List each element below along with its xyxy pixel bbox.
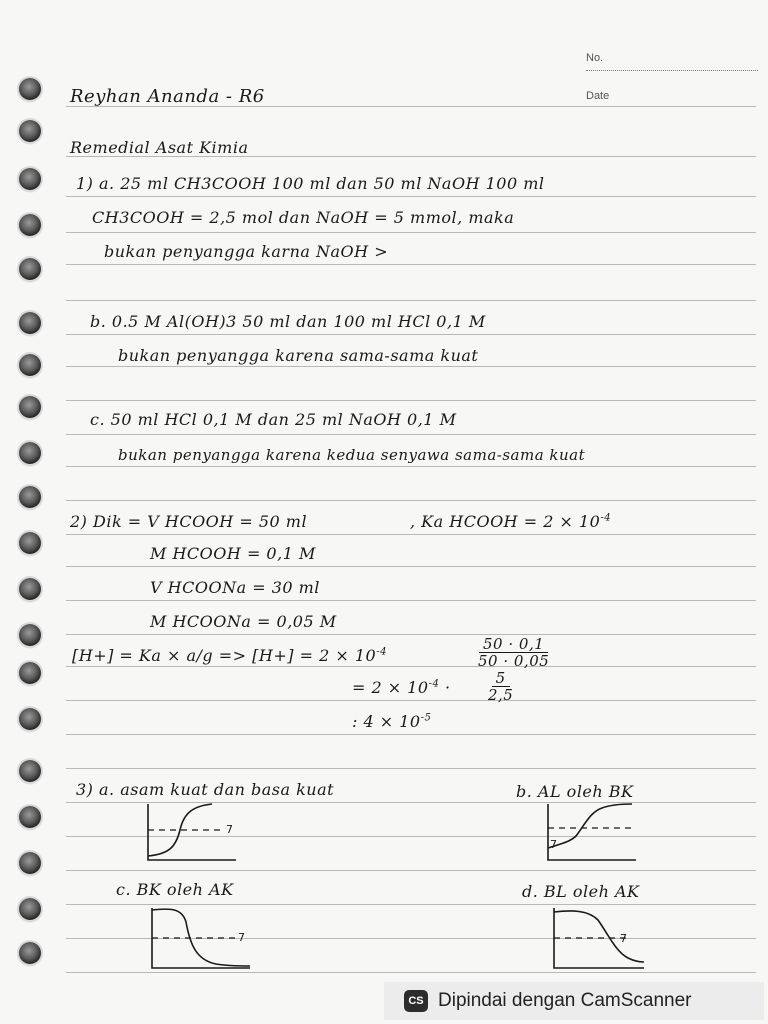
q3a-label: 3) a. asam kuat dan basa kuat	[76, 780, 335, 799]
assignment-title: Remedial Asat Kimia	[70, 138, 249, 157]
rule-line	[66, 534, 756, 535]
rule-line	[66, 700, 756, 701]
binding-ring	[19, 120, 41, 142]
rule-line	[66, 500, 756, 501]
sketch-axes	[548, 804, 636, 860]
binding-ring	[19, 168, 41, 190]
binding-ring	[19, 806, 41, 828]
q2-ka: , Ka HCOOH = $2 \times 10^{-4}$	[410, 512, 612, 531]
q2-fraction-1: 50 · 0,1 50 · 0,05	[478, 635, 550, 670]
sketch-weak-base-weak-acid	[548, 904, 648, 972]
q2-molarity-acid: M HCOOH = 0,1 M	[150, 544, 316, 563]
binding-ring	[19, 354, 41, 376]
binding-ring	[19, 708, 41, 730]
binding-ring	[19, 214, 41, 236]
rule-line	[66, 366, 756, 367]
q1c-line-1: c. 50 ml HCl 0,1 M dan 25 ml NaOH 0,1 M	[90, 410, 457, 429]
q2-formula: $[H+] = Ka \times a/g => [H+] = 2 \times 10^{-4}$	[72, 646, 387, 665]
q2-molarity-salt: M HCOONa = 0,05 M	[150, 612, 337, 631]
rule-line	[66, 768, 756, 769]
q2-volume-salt: V HCOONa = 30 ml	[150, 578, 320, 597]
q2-result: : $4 \times 10^{-5}$	[352, 712, 432, 731]
q3c-label: c. BK oleh AK	[116, 880, 234, 899]
sketch-mark: 7	[620, 932, 627, 945]
sketch-curve	[548, 804, 632, 848]
camscanner-logo: CS	[404, 990, 428, 1012]
sketch-strong-acid-strong-base	[140, 800, 240, 868]
binding-ring	[19, 312, 41, 334]
q3b-label: b. AL oleh BK	[516, 782, 634, 801]
no-field-line	[586, 70, 758, 71]
binding-ring	[19, 258, 41, 280]
rule-line	[66, 566, 756, 567]
watermark-text: Dipindai dengan CamScanner	[438, 990, 692, 1011]
sketch-axes	[148, 804, 236, 860]
rule-line	[66, 972, 756, 973]
binding-ring	[19, 532, 41, 554]
rule-line	[66, 666, 756, 667]
q1a-line-2: CH3COOH = 2,5 mol dan NaOH = 5 mmol, maka	[92, 208, 515, 227]
q1a-line-1: 1) a. 25 ml CH3COOH 100 ml dan 50 ml NaOH 100 ml	[76, 174, 545, 193]
date-label: Date	[586, 90, 610, 102]
binding-ring	[19, 578, 41, 600]
binding-ring	[19, 942, 41, 964]
rule-line	[66, 196, 756, 197]
binding-ring	[19, 898, 41, 920]
rule-line	[66, 600, 756, 601]
rule-line	[66, 264, 756, 265]
rule-line	[66, 334, 756, 335]
sketch-weak-acid-strong-base	[540, 800, 640, 868]
q1a-line-3: bukan penyangga karna NaOH >	[104, 242, 389, 261]
binding-ring	[19, 760, 41, 782]
rule-line	[66, 734, 756, 735]
binding-ring	[19, 442, 41, 464]
q1b-line-1: b. 0.5 M Al(OH)3 50 ml dan 100 ml HCl 0,1 M	[90, 312, 486, 331]
q2-given-volume-acid: 2) Dik = V HCOOH = 50 ml	[70, 512, 308, 531]
sketch-mark: 7	[238, 931, 245, 944]
sketch-mark: 7	[550, 838, 557, 851]
rule-line	[66, 434, 756, 435]
q2-fraction-2: 5 2,5	[488, 669, 514, 704]
q1b-line-2: bukan penyangga karena sama-sama kuat	[118, 346, 479, 365]
binding-ring	[19, 624, 41, 646]
no-label: No.	[586, 52, 604, 64]
camscanner-watermark	[384, 982, 764, 1020]
rule-line	[66, 400, 756, 401]
sketch-mark: 7	[226, 823, 233, 836]
binding-ring	[19, 852, 41, 874]
binding-ring	[19, 78, 41, 100]
rule-line	[66, 232, 756, 233]
q3d-label: d. BL oleh AK	[522, 882, 640, 901]
student-name: Reyhan Ananda - R6	[70, 86, 265, 107]
sketch-curve	[148, 804, 212, 856]
rule-line	[66, 634, 756, 635]
rule-line	[66, 300, 756, 301]
binding-ring	[19, 486, 41, 508]
rule-line	[66, 466, 756, 467]
binding-ring	[19, 396, 41, 418]
sketch-strong-base-weak-acid	[146, 904, 256, 972]
q2-step-2: = $2 \times 10^{-4}$ ·	[352, 678, 451, 697]
q1c-line-2: bukan penyangga karena kedua senyawa sama-sama kuat	[118, 446, 586, 464]
rule-line	[66, 870, 756, 871]
sketch-curve	[554, 911, 644, 962]
binding-ring	[19, 662, 41, 684]
